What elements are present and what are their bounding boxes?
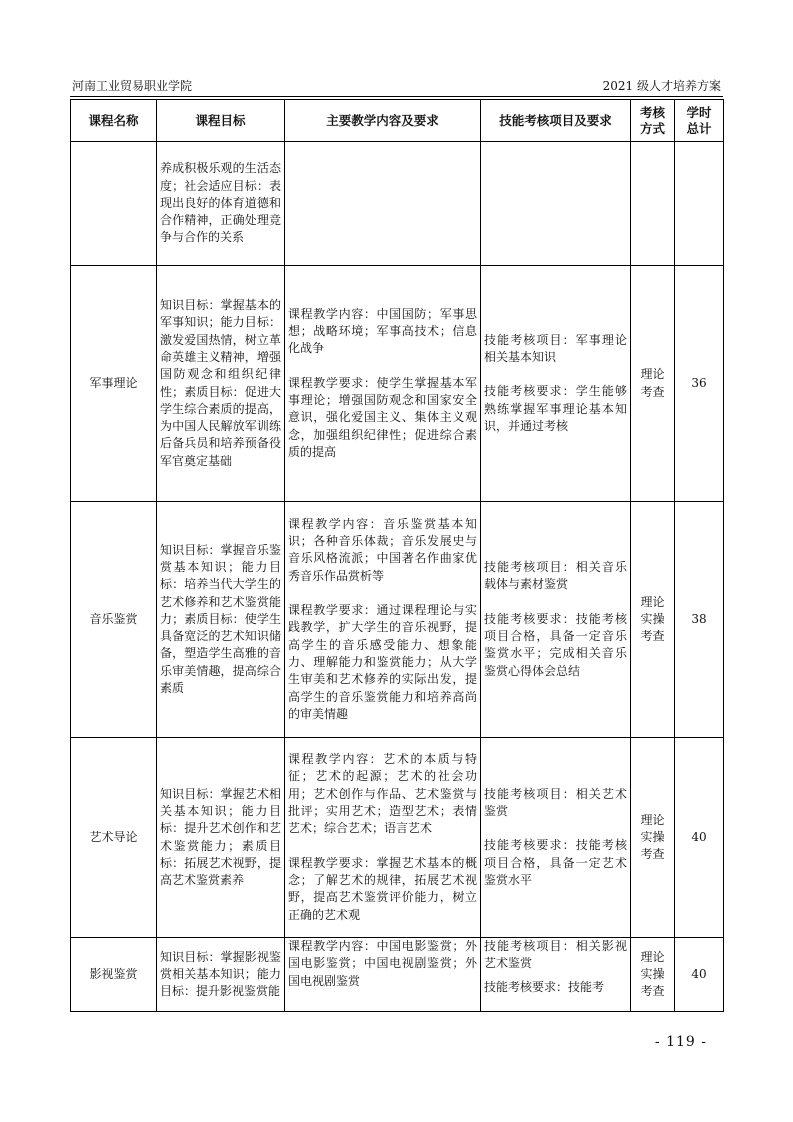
skill-requirement-text: 技能考核要求：技能考核项目合格，具备一定艺术鉴赏水平 (484, 838, 627, 887)
table-row (71, 738, 724, 938)
skill-assessment-cell (481, 938, 631, 1012)
teaching-content-text: 课程教学内容：中国电影鉴赏；外国电影鉴赏；中国电视剧鉴赏；外国电视剧鉴赏 (288, 939, 477, 988)
total-hours-cell: 40 (675, 938, 724, 1012)
course-name-cell: 音乐鉴赏 (71, 502, 157, 738)
column-header-total-hours: 学时 总计 (675, 100, 724, 142)
teaching-requirement-text: 课程教学要求：通过课程理论与实践教学，扩大学生的音乐视野，提高学生的音乐感受能力、想象能力、理解能力和鉴赏能力；从大学生审美和艺术修养的实际出发，提高学生的音乐鉴赏能力和培养高尚的审美情趣 (288, 603, 477, 721)
paragraph-gap (484, 366, 627, 383)
course-name-cell: 影视鉴赏 (71, 938, 157, 1012)
skill-requirement-text: 技能考核要求：学生能够熟练掌握军事理论基本知识，并通过考核 (484, 384, 627, 433)
column-header-skill-assessment: 技能考核项目及要求 (481, 100, 631, 142)
skill-assessment-cell (481, 142, 631, 266)
page-header (70, 78, 723, 94)
skill-item-text: 技能考核项目：相关音乐载体与素材鉴赏 (484, 560, 627, 592)
skill-assessment-cell (481, 266, 631, 502)
skill-item-text: 技能考核项目：军事理论相关基本知识 (484, 332, 627, 365)
paragraph-gap (288, 585, 477, 602)
table-row (71, 266, 724, 502)
course-table (70, 99, 724, 1012)
table-row (71, 142, 724, 266)
column-header-course-goal: 课程目标 (157, 100, 285, 142)
skill-requirement-text: 技能考核要求：技能考 (484, 979, 605, 994)
column-header-course-name: 课程名称 (71, 100, 157, 142)
total-hours-cell: 36 (675, 266, 724, 502)
teaching-content-cell (285, 502, 481, 738)
course-goal-cell: 知识目标：掌握基本的军事知识；能力目标：激发爱国热情，树立革命英雄主义精神，增强国防观念和组织纪律性；素质目标：促进大学生综合素质的提高，为中国人民解放军训练后备兵员和培养预备役军官奠定基础 (157, 266, 285, 502)
assessment-method-cell: 理论 实操 考查 (631, 738, 675, 938)
assessment-method-cell (631, 142, 675, 266)
paragraph-gap (484, 820, 627, 837)
total-hours-cell: 40 (675, 738, 724, 938)
teaching-content-cell (285, 266, 481, 502)
course-name-cell (71, 142, 157, 266)
paragraph-gap (288, 838, 477, 855)
total-hours-cell (675, 142, 724, 266)
column-header-assessment-method: 考核 方式 (631, 100, 675, 142)
course-name-cell: 军事理论 (71, 266, 157, 502)
table-row (71, 502, 724, 738)
skill-requirement-text: 技能考核要求：技能考核项目合格，具备一定音乐鉴赏水平；完成相关音乐鉴赏心得体会总结 (484, 611, 627, 678)
table-row (71, 938, 724, 1012)
skill-item-text: 技能考核项目：相关艺术鉴赏 (484, 786, 627, 819)
page-number: - 119 - (654, 1034, 707, 1050)
teaching-requirement-text: 课程教学要求：使学生掌握基本军事理论；增强国防观念和国家安全意识，强化爱国主义、集体主义观念，加强组织纪律性；促进综合素质的提高 (288, 375, 477, 459)
skill-assessment-cell (481, 502, 631, 738)
teaching-content-text: 课程教学内容：中国国防；军事思想；战略环境；军事高技术；信息化战争 (288, 306, 477, 356)
paragraph-gap (288, 358, 477, 375)
assessment-method-cell: 理论 实操 考查 (631, 938, 675, 1012)
course-name-cell: 艺术导论 (71, 738, 157, 938)
teaching-content-cell (285, 738, 481, 938)
skill-assessment-cell (481, 738, 631, 938)
header-school-name: 河南工业贸易职业学院 (72, 79, 193, 93)
header-plan-title: 2021 级人才培养方案 (602, 79, 721, 93)
teaching-content-text: 课程教学内容：艺术的本质与特征；艺术的起源；艺术的社会功用；艺术创作与作品、艺术鉴赏与批评；实用艺术；造型艺术；表情艺术；综合艺术；语言艺术 (288, 752, 477, 836)
assessment-method-cell: 理论 考查 (631, 266, 675, 502)
course-goal-cell: 知识目标：掌握艺术相关基本知识；能力目标：提升艺术创作和艺术鉴赏能力；素质目标：拓展艺术视野，提高艺术鉴赏素养 (157, 738, 285, 938)
teaching-content-cell (285, 142, 481, 266)
course-goal-cell: 知识目标：掌握影视鉴赏相关基本知识；能力目标：提升影视鉴赏能 (157, 938, 285, 1012)
skill-item-text: 技能考核项目：相关影视艺术鉴赏 (484, 939, 627, 971)
teaching-content-cell (285, 938, 481, 1012)
course-goal-cell: 养成积极乐观的生活态度；社会适应目标：表现出良好的体育道德和合作精神，正确处理竞争与合作的关系 (157, 142, 285, 266)
table-header-row (71, 100, 724, 142)
paragraph-gap (484, 594, 627, 611)
header-divider (70, 96, 723, 97)
teaching-content-text: 课程教学内容：音乐鉴赏基本知识；各种音乐体裁；音乐发展史与音乐风格流派；中国著名作曲家优秀音乐作品赏析等 (288, 516, 477, 583)
course-goal-cell: 知识目标：掌握音乐鉴赏基本知识；能力目标：培养当代大学生的艺术修养和艺术鉴赏能力；素质目标：使学生具备宽泛的艺术知识储备，塑造学生高雅的音乐审美情趣，提高综合素质 (157, 502, 285, 738)
teaching-requirement-text: 课程教学要求：掌握艺术基本的概念；了解艺术的规律，拓展艺术视野，提高艺术鉴赏评价能力，树立正确的艺术观 (288, 855, 477, 922)
column-header-teaching-content: 主要教学内容及要求 (285, 100, 481, 142)
total-hours-cell: 38 (675, 502, 724, 738)
assessment-method-cell: 理论 实操 考查 (631, 502, 675, 738)
